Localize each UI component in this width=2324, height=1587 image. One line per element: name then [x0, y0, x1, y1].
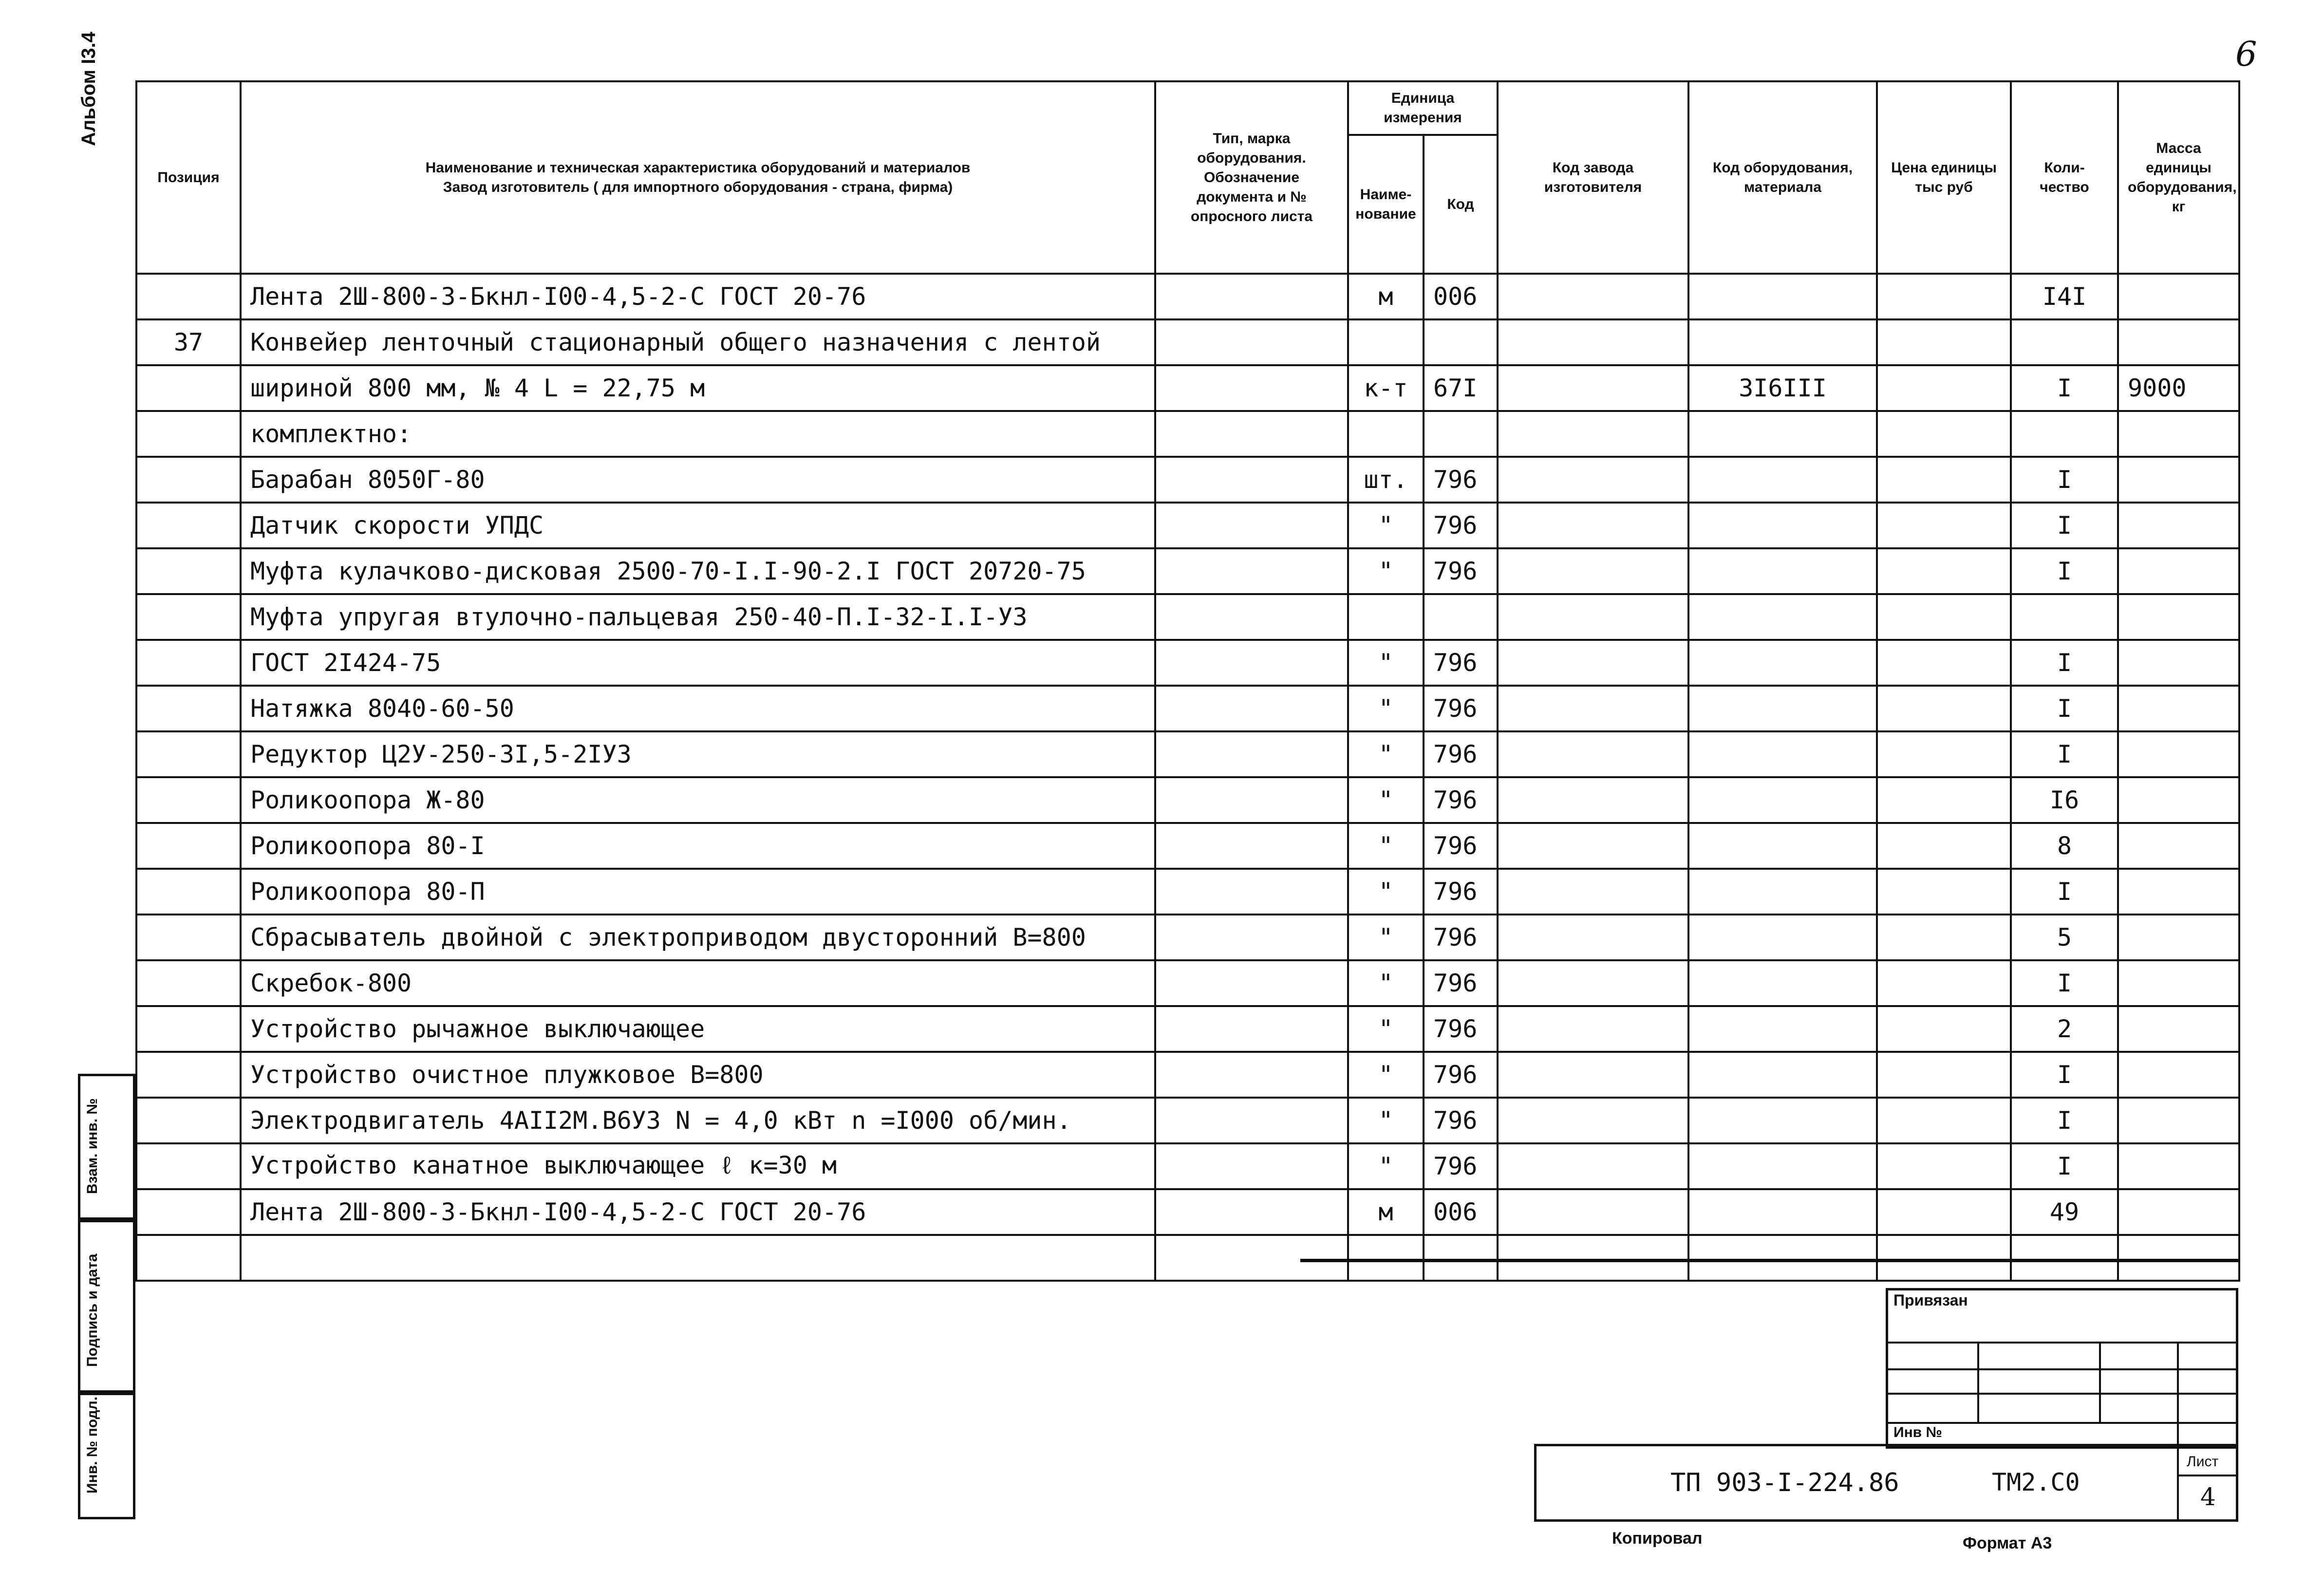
footer-format: Формат А3	[1963, 1534, 2052, 1552]
row-unit: "	[1348, 1143, 1424, 1189]
row-position	[136, 640, 241, 686]
row-factory-code	[1498, 1189, 1688, 1235]
row-position	[136, 365, 241, 411]
row-price	[1877, 915, 2011, 960]
row-unit: "	[1348, 1098, 1424, 1143]
row-factory-code	[1498, 640, 1688, 686]
row-quantity	[2011, 411, 2118, 457]
row-name: Устройство рычажное выключающее	[241, 1006, 1155, 1052]
table-row	[136, 869, 2239, 915]
row-unit	[1348, 594, 1424, 640]
header-equipment-code: Код оборудования, материала	[1688, 81, 1877, 274]
header-name-line1: Наименование и техническая характеристика оборудований и материалов	[425, 159, 971, 176]
header-type-line: Тип, марка	[1213, 130, 1291, 147]
row-unit	[1348, 411, 1424, 457]
row-factory-code	[1498, 503, 1688, 548]
row-mass	[2118, 960, 2239, 1006]
row-name: Лента 2Ш-800-3-Бкнл-I00-4,5-2-С ГОСТ 20-76	[241, 274, 1155, 319]
row-quantity: 5	[2011, 915, 2118, 960]
row-unit: "	[1348, 823, 1424, 869]
header-price: Цена единицы тыс руб	[1877, 81, 2011, 274]
sheet-value: 4	[2200, 1483, 2216, 1511]
row-factory-code	[1498, 274, 1688, 319]
row-mass	[2118, 319, 2239, 365]
row-type	[1155, 1235, 1348, 1281]
row-quantity: I	[2011, 731, 2118, 777]
row-type	[1155, 823, 1348, 869]
row-name: Конвейер ленточный стационарный общего назначения с лентой	[241, 319, 1155, 365]
header-unit-code: Код	[1424, 135, 1498, 274]
stamp-inv	[78, 1393, 135, 1519]
row-price	[1877, 823, 2011, 869]
row-unit-code: 006	[1424, 274, 1498, 319]
row-unit: "	[1348, 731, 1424, 777]
table-body	[136, 274, 2239, 1281]
doc-code: ТМ2.С0	[1992, 1468, 2080, 1496]
row-type	[1155, 457, 1348, 503]
row-type	[1155, 548, 1348, 594]
header-position: Позиция	[136, 81, 241, 274]
row-position	[136, 777, 241, 823]
row-type	[1155, 411, 1348, 457]
row-factory-code	[1498, 1006, 1688, 1052]
table-row	[136, 1235, 2239, 1281]
sheet-divider	[2177, 1444, 2179, 1522]
privyazan-line	[1886, 1368, 2238, 1370]
row-factory-code	[1498, 594, 1688, 640]
row-position	[136, 686, 241, 731]
row-unit	[1348, 319, 1424, 365]
row-position	[136, 274, 241, 319]
row-unit: "	[1348, 1006, 1424, 1052]
row-unit-code: 796	[1424, 457, 1498, 503]
stamp-podpis	[78, 1220, 135, 1393]
row-equipment-code	[1688, 777, 1877, 823]
row-type	[1155, 1006, 1348, 1052]
row-price	[1877, 640, 2011, 686]
row-mass	[2118, 731, 2239, 777]
row-position	[136, 915, 241, 960]
row-unit-code: 796	[1424, 731, 1498, 777]
row-position	[136, 594, 241, 640]
row-unit-code: 796	[1424, 960, 1498, 1006]
row-factory-code	[1498, 823, 1688, 869]
row-equipment-code: 3I6III	[1688, 365, 1877, 411]
doc-number: ТП 903-I-224.86	[1670, 1468, 1899, 1497]
header-type	[1155, 81, 1348, 274]
row-position	[136, 960, 241, 1006]
row-unit: "	[1348, 1052, 1424, 1098]
row-position	[136, 823, 241, 869]
header-type-line: Обозначение	[1203, 169, 1300, 186]
row-unit: "	[1348, 960, 1424, 1006]
row-position	[136, 411, 241, 457]
row-name: комплектно:	[241, 411, 1155, 457]
table-row	[136, 1052, 2239, 1098]
row-name: Роликоопора 80-П	[241, 869, 1155, 915]
row-position	[136, 1098, 241, 1143]
row-mass	[2118, 411, 2239, 457]
row-unit: "	[1348, 686, 1424, 731]
sheet-label: Лист	[2187, 1454, 2219, 1470]
row-equipment-code	[1688, 915, 1877, 960]
sheet-line	[2177, 1475, 2238, 1476]
row-type	[1155, 365, 1348, 411]
row-price	[1877, 731, 2011, 777]
row-unit: шт.	[1348, 457, 1424, 503]
row-unit: "	[1348, 915, 1424, 960]
row-unit-code	[1424, 1235, 1498, 1281]
row-equipment-code	[1688, 1189, 1877, 1235]
row-equipment-code	[1688, 457, 1877, 503]
row-equipment-code	[1688, 319, 1877, 365]
row-price	[1877, 1235, 2011, 1281]
row-quantity: I6	[2011, 777, 2118, 823]
row-quantity	[2011, 319, 2118, 365]
row-mass	[2118, 686, 2239, 731]
row-factory-code	[1498, 457, 1688, 503]
table-row	[136, 411, 2239, 457]
row-equipment-code	[1688, 1006, 1877, 1052]
row-name: Скребок-800	[241, 960, 1155, 1006]
row-quantity: I	[2011, 548, 2118, 594]
row-unit-code: 796	[1424, 823, 1498, 869]
row-type	[1155, 1143, 1348, 1189]
row-quantity: I4I	[2011, 274, 2118, 319]
privyazan-divider	[1977, 1342, 1979, 1422]
stamp-inv-label: Инв. № подл.	[84, 1396, 100, 1494]
header-type-line: опросного листа	[1190, 208, 1313, 224]
row-name: Натяжка 8040-60-50	[241, 686, 1155, 731]
row-equipment-code	[1688, 686, 1877, 731]
privyazan-line	[1886, 1393, 2238, 1395]
row-position: 37	[136, 319, 241, 365]
row-quantity: I	[2011, 1143, 2118, 1189]
table-row	[136, 503, 2239, 548]
table-row	[136, 1143, 2239, 1189]
row-name: Устройство канатное выключающее ℓ к=30 м	[241, 1143, 1155, 1189]
row-quantity: I	[2011, 686, 2118, 731]
row-factory-code	[1498, 960, 1688, 1006]
row-position	[136, 869, 241, 915]
page-number: 6	[2235, 34, 2257, 74]
row-mass: 9000	[2118, 365, 2239, 411]
row-type	[1155, 319, 1348, 365]
row-type	[1155, 960, 1348, 1006]
header-name-line2: Завод изготовитель ( для импортного оборудования - страна, фирма)	[443, 179, 953, 195]
row-name: Сбрасыватель двойной с электроприводом двусторонний В=800	[241, 915, 1155, 960]
row-equipment-code	[1688, 640, 1877, 686]
table-row	[136, 319, 2239, 365]
privyazan-line	[1886, 1422, 2238, 1424]
row-mass	[2118, 915, 2239, 960]
row-unit: "	[1348, 640, 1424, 686]
row-factory-code	[1498, 731, 1688, 777]
row-quantity: I	[2011, 1098, 2118, 1143]
row-unit-code: 796	[1424, 915, 1498, 960]
table-row	[136, 915, 2239, 960]
row-mass	[2118, 823, 2239, 869]
table-row	[136, 274, 2239, 319]
row-mass	[2118, 1143, 2239, 1189]
row-unit-code: 796	[1424, 548, 1498, 594]
row-factory-code	[1498, 319, 1688, 365]
row-mass	[2118, 274, 2239, 319]
row-quantity: 8	[2011, 823, 2118, 869]
row-type	[1155, 777, 1348, 823]
row-type	[1155, 1098, 1348, 1143]
row-mass	[2118, 1006, 2239, 1052]
title-block-top-line	[1300, 1259, 2238, 1262]
row-quantity: I	[2011, 1052, 2118, 1098]
row-price	[1877, 411, 2011, 457]
row-unit-code: 796	[1424, 1143, 1498, 1189]
table-row	[136, 548, 2239, 594]
row-mass	[2118, 457, 2239, 503]
row-quantity: I	[2011, 869, 2118, 915]
row-position	[136, 1189, 241, 1235]
row-price	[1877, 319, 2011, 365]
table-row	[136, 457, 2239, 503]
table-row	[136, 1189, 2239, 1235]
stamp-vzam	[78, 1074, 135, 1220]
row-mass	[2118, 503, 2239, 548]
row-type	[1155, 915, 1348, 960]
row-name: Датчик скорости УПДС	[241, 503, 1155, 548]
row-price	[1877, 274, 2011, 319]
row-quantity: 2	[2011, 1006, 2118, 1052]
table-row	[136, 823, 2239, 869]
album-label: Альбом I3.4	[78, 32, 99, 146]
header-name	[241, 81, 1155, 274]
row-unit: м	[1348, 1189, 1424, 1235]
row-position	[136, 457, 241, 503]
table-row	[136, 960, 2239, 1006]
header-type-line: оборудования.	[1197, 149, 1306, 166]
inv-no-label: Инв №	[1893, 1424, 1942, 1440]
row-unit-code	[1424, 319, 1498, 365]
row-unit-code	[1424, 411, 1498, 457]
row-unit: "	[1348, 869, 1424, 915]
row-equipment-code	[1688, 411, 1877, 457]
row-quantity	[2011, 1235, 2118, 1281]
row-name: Муфта упругая втулочно-пальцевая 250-40-П.I-32-I.I-У3	[241, 594, 1155, 640]
row-unit-code: 796	[1424, 640, 1498, 686]
row-position	[136, 1143, 241, 1189]
row-name: Электродвигатель 4АII2М.В6У3 N = 4,0 кВт n =I000 об/мин.	[241, 1098, 1155, 1143]
row-factory-code	[1498, 1143, 1688, 1189]
row-mass	[2118, 548, 2239, 594]
stamp-vzam-label: Взам. инв. №	[84, 1098, 100, 1194]
row-unit-code: 796	[1424, 777, 1498, 823]
header-mass: Масса единицы оборудования, кг	[2118, 81, 2239, 274]
row-quantity: I	[2011, 457, 2118, 503]
row-price	[1877, 548, 2011, 594]
row-unit: "	[1348, 503, 1424, 548]
row-mass	[2118, 640, 2239, 686]
header-quantity: Коли- чество	[2011, 81, 2118, 274]
row-price	[1877, 1189, 2011, 1235]
row-position	[136, 1052, 241, 1098]
row-price	[1877, 1143, 2011, 1189]
row-equipment-code	[1688, 503, 1877, 548]
row-name: шириной 800 мм, № 4 L = 22,75 м	[241, 365, 1155, 411]
privyazan-line	[1886, 1342, 2238, 1344]
row-name: Лента 2Ш-800-3-Бкнл-I00-4,5-2-С ГОСТ 20-76	[241, 1189, 1155, 1235]
row-unit-code: 67I	[1424, 365, 1498, 411]
row-price	[1877, 960, 2011, 1006]
row-equipment-code	[1688, 731, 1877, 777]
row-quantity	[2011, 594, 2118, 640]
header-unit-name: Наиме- нование	[1348, 135, 1424, 274]
specification-table	[135, 80, 2240, 1282]
row-name: Муфта кулачково-дисковая 2500-70-I.I-90-2.I ГОСТ 20720-75	[241, 548, 1155, 594]
footer-copied: Копировал	[1612, 1529, 1703, 1548]
row-price	[1877, 1006, 2011, 1052]
row-unit-code: 796	[1424, 869, 1498, 915]
row-factory-code	[1498, 1098, 1688, 1143]
row-name: Роликоопора Ж-80	[241, 777, 1155, 823]
row-name: ГОСТ 2I424-75	[241, 640, 1155, 686]
row-position	[136, 1006, 241, 1052]
row-mass	[2118, 1235, 2239, 1281]
row-factory-code	[1498, 686, 1688, 731]
row-equipment-code	[1688, 823, 1877, 869]
row-type	[1155, 594, 1348, 640]
row-type	[1155, 503, 1348, 548]
row-price	[1877, 1098, 2011, 1143]
row-equipment-code	[1688, 548, 1877, 594]
row-factory-code	[1498, 548, 1688, 594]
row-factory-code	[1498, 365, 1688, 411]
row-equipment-code	[1688, 869, 1877, 915]
row-unit-code: 796	[1424, 1052, 1498, 1098]
row-equipment-code	[1688, 1143, 1877, 1189]
row-name: Редуктор Ц2У-250-3I,5-2IУ3	[241, 731, 1155, 777]
header-unit-group: Единица измерения	[1348, 81, 1498, 135]
row-factory-code	[1498, 777, 1688, 823]
row-quantity: I	[2011, 503, 2118, 548]
row-mass	[2118, 869, 2239, 915]
row-unit-code: 796	[1424, 1098, 1498, 1143]
row-unit	[1348, 1235, 1424, 1281]
row-price	[1877, 1052, 2011, 1098]
header-factory-code: Код завода изготовителя	[1498, 81, 1688, 274]
row-unit: к-т	[1348, 365, 1424, 411]
row-price	[1877, 686, 2011, 731]
row-quantity: I	[2011, 960, 2118, 1006]
row-price	[1877, 365, 2011, 411]
row-equipment-code	[1688, 960, 1877, 1006]
row-unit-code: 006	[1424, 1189, 1498, 1235]
row-unit: м	[1348, 274, 1424, 319]
table-row	[136, 594, 2239, 640]
row-position	[136, 503, 241, 548]
row-price	[1877, 777, 2011, 823]
row-mass	[2118, 1189, 2239, 1235]
header-type-line: документа и №	[1197, 188, 1307, 205]
privyazan-label: Привязан	[1893, 1291, 1968, 1309]
row-factory-code	[1498, 1235, 1688, 1281]
table-row	[136, 1006, 2239, 1052]
row-price	[1877, 503, 2011, 548]
row-equipment-code	[1688, 1052, 1877, 1098]
row-position	[136, 548, 241, 594]
row-unit-code: 796	[1424, 1006, 1498, 1052]
row-unit-code	[1424, 594, 1498, 640]
row-type	[1155, 869, 1348, 915]
table-row	[136, 1098, 2239, 1143]
row-price	[1877, 594, 2011, 640]
row-factory-code	[1498, 411, 1688, 457]
table-row	[136, 365, 2239, 411]
row-type	[1155, 640, 1348, 686]
row-type	[1155, 274, 1348, 319]
row-quantity: I	[2011, 640, 2118, 686]
row-type	[1155, 731, 1348, 777]
row-price	[1877, 457, 2011, 503]
row-factory-code	[1498, 1052, 1688, 1098]
row-mass	[2118, 777, 2239, 823]
row-unit-code: 796	[1424, 503, 1498, 548]
row-position	[136, 731, 241, 777]
table-row	[136, 640, 2239, 686]
row-factory-code	[1498, 869, 1688, 915]
row-equipment-code	[1688, 1235, 1877, 1281]
row-equipment-code	[1688, 274, 1877, 319]
table-row	[136, 777, 2239, 823]
row-mass	[2118, 1098, 2239, 1143]
privyazan-divider	[2099, 1342, 2101, 1422]
row-mass	[2118, 1052, 2239, 1098]
row-unit: "	[1348, 548, 1424, 594]
row-type	[1155, 1189, 1348, 1235]
row-price	[1877, 869, 2011, 915]
table-row	[136, 686, 2239, 731]
row-type	[1155, 686, 1348, 731]
row-position	[136, 1235, 241, 1281]
row-quantity: I	[2011, 365, 2118, 411]
privyazan-divider	[2177, 1342, 2179, 1449]
row-mass	[2118, 594, 2239, 640]
row-equipment-code	[1688, 1098, 1877, 1143]
row-unit-code: 796	[1424, 686, 1498, 731]
row-name: Барабан 8050Г-80	[241, 457, 1155, 503]
row-equipment-code	[1688, 594, 1877, 640]
stamp-podpis-label: Подпись и дата	[84, 1253, 100, 1367]
row-name	[241, 1235, 1155, 1281]
row-quantity: 49	[2011, 1189, 2118, 1235]
row-factory-code	[1498, 915, 1688, 960]
table-row	[136, 731, 2239, 777]
row-name: Роликоопора 80-I	[241, 823, 1155, 869]
row-name: Устройство очистное плужковое В=800	[241, 1052, 1155, 1098]
row-unit: "	[1348, 777, 1424, 823]
row-type	[1155, 1052, 1348, 1098]
